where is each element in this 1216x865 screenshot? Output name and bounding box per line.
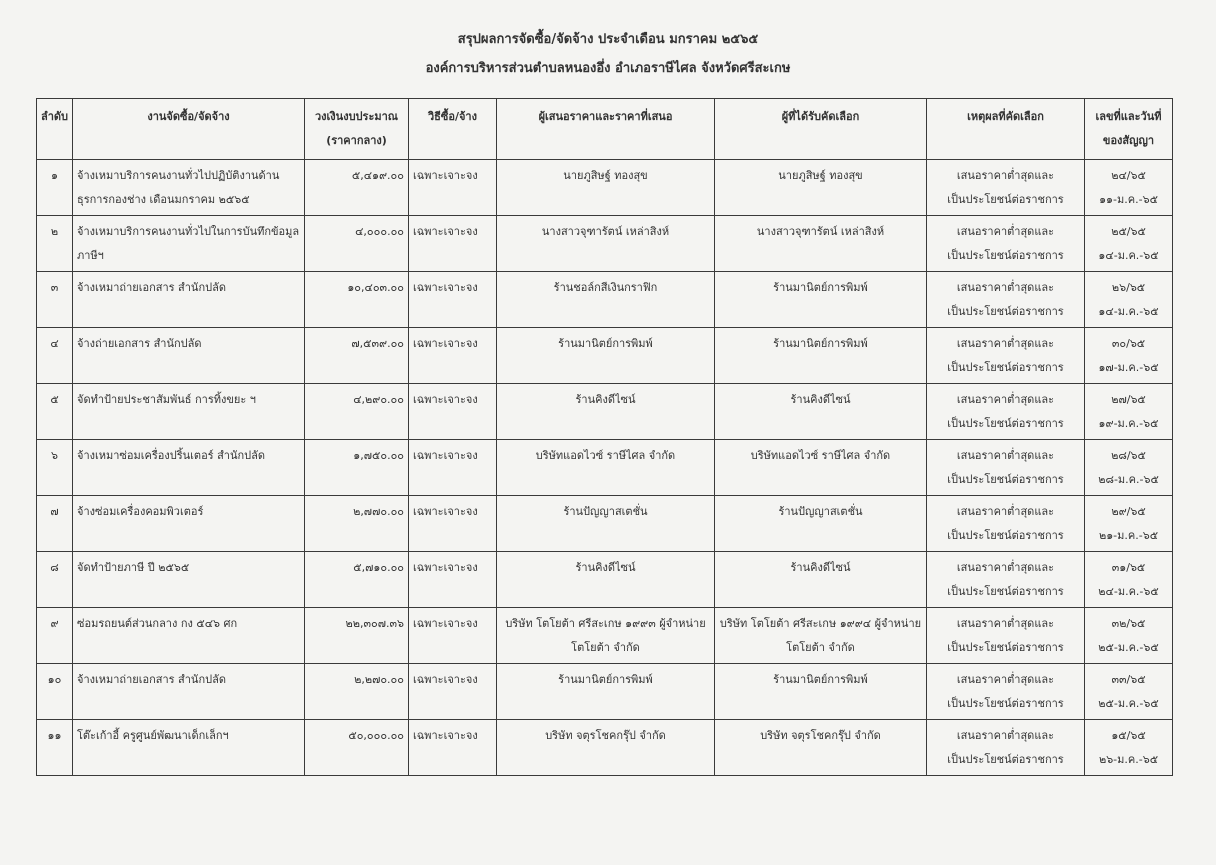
cell-budget: ๕,๔๑๙.๐๐: [305, 160, 409, 216]
cell-bidder: นายภูสิษฐ์ ทองสุข: [497, 160, 715, 216]
cell-winner: นายภูสิษฐ์ ทองสุข: [715, 160, 927, 216]
column-header-bidder: ผู้เสนอราคาและราคาที่เสนอ: [497, 99, 715, 160]
cell-reason: [927, 272, 1085, 328]
column-header-method: วิธีซื้อ/จ้าง: [409, 99, 497, 160]
cell-contract-contract-no: ๒๘/๖๕: [1111, 449, 1146, 462]
cell-budget: ๔,๒๙๐.๐๐: [305, 384, 409, 440]
cell-method: เฉพาะเจาะจง: [409, 552, 497, 608]
cell-budget: ๒,๗๗๐.๐๐: [305, 496, 409, 552]
cell-no: ๘: [37, 552, 73, 608]
table-body: [37, 160, 1173, 776]
cell-reason: [927, 496, 1085, 552]
cell-contract-contract-no: ๑๕/๖๕: [1111, 729, 1146, 742]
cell-work: จ้างเหมาถ่ายเอกสาร สำนักปลัด: [73, 664, 305, 720]
cell-reason: [927, 664, 1085, 720]
cell-reason-reason1: เสนอราคาต่ำสุดและ: [956, 617, 1055, 630]
cell-reason: [927, 384, 1085, 440]
document-title: สรุปผลการจัดซื้อ/จัดจ้าง ประจำเดือน มกราคม ๒๕๖๕: [457, 32, 759, 47]
cell-no: ๑: [37, 160, 73, 216]
column-header-contract: เลขที่และวันที่ ของสัญญา: [1085, 99, 1173, 160]
cell-contract-contract-date: ๒๔-ม.ค.-๖๕: [1098, 585, 1159, 598]
cell-contract-contract-no: ๒๗/๖๕: [1111, 393, 1146, 406]
cell-reason: [927, 216, 1085, 272]
cell-bidder: ร้านคิงดีไซน์: [497, 384, 715, 440]
table-row: [37, 328, 1173, 384]
table-row: [37, 664, 1173, 720]
cell-winner: ร้านมานิตย์การพิมพ์: [715, 664, 927, 720]
cell-reason-reason2: เป็นประโยชน์ต่อราชการ: [947, 361, 1064, 374]
cell-no: ๓: [37, 272, 73, 328]
cell-contract-contract-no: ๓๒/๖๕: [1111, 617, 1146, 630]
table-row: [37, 272, 1173, 328]
cell-contract: [1085, 664, 1173, 720]
cell-reason-reason1: เสนอราคาต่ำสุดและ: [956, 561, 1055, 574]
cell-no: ๒: [37, 216, 73, 272]
cell-reason-reason1: เสนอราคาต่ำสุดและ: [956, 393, 1055, 406]
cell-reason: [927, 552, 1085, 608]
cell-contract-contract-date: ๑๔-ม.ค.-๖๕: [1098, 305, 1159, 318]
cell-contract: [1085, 552, 1173, 608]
table-row: [37, 720, 1173, 776]
cell-budget: ๒,๒๗๐.๐๐: [305, 664, 409, 720]
column-header-budget: วงเงินงบประมาณ (ราคากลาง): [305, 99, 409, 160]
cell-reason-reason1: เสนอราคาต่ำสุดและ: [956, 673, 1055, 686]
cell-work: ซ่อมรถยนต์ส่วนกลาง กง ๕๔๖ ศก: [73, 608, 305, 664]
cell-contract: [1085, 720, 1173, 776]
cell-no: ๑๑: [37, 720, 73, 776]
cell-budget: ๗,๕๓๙.๐๐: [305, 328, 409, 384]
cell-no: ๙: [37, 608, 73, 664]
cell-work: จ้างเหมาบริการคนงานทั่วไปในการบันทึกข้อมูลภาษีฯ: [73, 216, 305, 272]
cell-method: เฉพาะเจาะจง: [409, 496, 497, 552]
cell-contract-contract-date: ๑๔-ม.ค.-๖๕: [1098, 249, 1159, 262]
cell-winner: ร้านมานิตย์การพิมพ์: [715, 328, 927, 384]
cell-reason-reason2: เป็นประโยชน์ต่อราชการ: [947, 305, 1064, 318]
cell-work: โต๊ะเก้าอี้ ครูศูนย์พัฒนาเด็กเล็กฯ: [73, 720, 305, 776]
cell-winner: ร้านปัญญาสเตชั่น: [715, 496, 927, 552]
cell-work: จ้างถ่ายเอกสาร สำนักปลัด: [73, 328, 305, 384]
cell-method: เฉพาะเจาะจง: [409, 328, 497, 384]
cell-reason-reason2: เป็นประโยชน์ต่อราชการ: [947, 753, 1064, 766]
cell-method: เฉพาะเจาะจง: [409, 440, 497, 496]
cell-budget: ๒๒,๓๐๗.๓๖: [305, 608, 409, 664]
table-row: [37, 496, 1173, 552]
cell-work: จ้างเหมาซ่อมเครื่องปริ้นเตอร์ สำนักปลัด: [73, 440, 305, 496]
cell-bidder: นางสาวจุฑารัตน์ เหล่าสิงห์: [497, 216, 715, 272]
column-header-work: งานจัดซื้อ/จัดจ้าง: [73, 99, 305, 160]
table-row: [37, 216, 1173, 272]
cell-contract-contract-no: ๒๙/๖๕: [1111, 505, 1146, 518]
cell-reason: [927, 608, 1085, 664]
table-row: [37, 608, 1173, 664]
cell-bidder: บริษัท จตุรโชคกรุ๊ป จำกัด: [497, 720, 715, 776]
cell-reason: [927, 160, 1085, 216]
column-header-winner: ผู้ที่ได้รับคัดเลือก: [715, 99, 927, 160]
cell-contract-contract-no: ๓๓/๖๕: [1111, 673, 1146, 686]
cell-method: เฉพาะเจาะจง: [409, 216, 497, 272]
cell-reason-reason2: เป็นประโยชน์ต่อราชการ: [947, 641, 1064, 654]
cell-contract-contract-date: ๑๙-ม.ค.-๖๕: [1098, 417, 1159, 430]
cell-winner: ร้านมานิตย์การพิมพ์: [715, 272, 927, 328]
cell-contract: [1085, 496, 1173, 552]
cell-reason: [927, 440, 1085, 496]
column-header-no: ลำดับ: [37, 99, 73, 160]
cell-reason-reason2: เป็นประโยชน์ต่อราชการ: [947, 529, 1064, 542]
cell-no: ๖: [37, 440, 73, 496]
table-row: [37, 552, 1173, 608]
cell-method: เฉพาะเจาะจง: [409, 608, 497, 664]
cell-winner: ร้านคิงดีไซน์: [715, 552, 927, 608]
cell-no: ๗: [37, 496, 73, 552]
cell-reason-reason1: เสนอราคาต่ำสุดและ: [956, 337, 1055, 350]
cell-method: เฉพาะเจาะจง: [409, 384, 497, 440]
cell-contract-contract-date: ๒๕-ม.ค.-๖๕: [1098, 641, 1159, 654]
cell-no: ๑๐: [37, 664, 73, 720]
cell-bidder: ร้านปัญญาสเตชั่น: [497, 496, 715, 552]
cell-reason-reason1: เสนอราคาต่ำสุดและ: [956, 729, 1055, 742]
cell-method: เฉพาะเจาะจง: [409, 272, 497, 328]
cell-contract: [1085, 216, 1173, 272]
cell-contract: [1085, 384, 1173, 440]
cell-bidder: ร้านมานิตย์การพิมพ์: [497, 328, 715, 384]
cell-contract-contract-date: ๑๗-ม.ค.-๖๕: [1098, 361, 1159, 374]
cell-method: เฉพาะเจาะจง: [409, 160, 497, 216]
cell-contract-contract-date: ๒๖-ม.ค.-๖๕: [1098, 753, 1159, 766]
table-header-row: [37, 99, 1173, 160]
cell-contract: [1085, 608, 1173, 664]
procurement-table: [36, 98, 1173, 776]
cell-work: จ้างเหมาถ่ายเอกสาร สำนักปลัด: [73, 272, 305, 328]
cell-reason-reason1: เสนอราคาต่ำสุดและ: [956, 225, 1055, 238]
cell-contract-contract-date: ๑๑-ม.ค.-๖๕: [1099, 193, 1158, 206]
document-subtitle: องค์การบริหารส่วนตำบลหนองอึ่ง อำเภอราษีไศล จังหวัดศรีสะเกษ: [425, 61, 791, 76]
cell-work: จ้างเหมาบริการคนงานทั่วไปปฏิบัติงานด้านธุรการกองช่าง เดือนมกราคม ๒๕๖๕: [73, 160, 305, 216]
cell-reason-reason1: เสนอราคาต่ำสุดและ: [956, 505, 1055, 518]
cell-reason-reason1: เสนอราคาต่ำสุดและ: [956, 449, 1055, 462]
cell-contract-contract-date: ๒๑-ม.ค.-๖๕: [1098, 529, 1159, 542]
cell-work: จัดทำป้ายประชาสัมพันธ์ การทิ้งขยะ ฯ: [73, 384, 305, 440]
cell-reason-reason1: เสนอราคาต่ำสุดและ: [956, 281, 1055, 294]
cell-contract-contract-no: ๒๔/๖๕: [1111, 169, 1146, 182]
cell-contract-contract-date: ๒๕-ม.ค.-๖๕: [1098, 697, 1159, 710]
cell-budget: ๑,๗๕๐.๐๐: [305, 440, 409, 496]
cell-contract: [1085, 440, 1173, 496]
cell-no: ๕: [37, 384, 73, 440]
table-row: [37, 384, 1173, 440]
cell-winner: ร้านคิงดีไซน์: [715, 384, 927, 440]
cell-work: จ้างซ่อมเครื่องคอมพิวเตอร์: [73, 496, 305, 552]
cell-bidder: ร้านมานิตย์การพิมพ์: [497, 664, 715, 720]
cell-contract-contract-date: ๒๘-ม.ค.-๖๕: [1098, 473, 1159, 486]
cell-no: ๔: [37, 328, 73, 384]
cell-budget: ๕๐,๐๐๐.๐๐: [305, 720, 409, 776]
cell-reason-reason2: เป็นประโยชน์ต่อราชการ: [947, 697, 1064, 710]
cell-bidder: บริษัทแอดไวซ์ ราษีไศล จำกัด: [497, 440, 715, 496]
cell-reason-reason2: เป็นประโยชน์ต่อราชการ: [947, 249, 1064, 262]
cell-method: เฉพาะเจาะจง: [409, 664, 497, 720]
cell-reason: [927, 328, 1085, 384]
cell-reason-reason1: เสนอราคาต่ำสุดและ: [956, 169, 1055, 182]
cell-reason: [927, 720, 1085, 776]
cell-reason-reason2: เป็นประโยชน์ต่อราชการ: [947, 585, 1064, 598]
cell-winner: บริษัทแอดไวซ์ ราษีไศล จำกัด: [715, 440, 927, 496]
cell-winner: บริษัท จตุรโชคกรุ๊ป จำกัด: [715, 720, 927, 776]
cell-contract-contract-no: ๓๑/๖๕: [1111, 561, 1146, 574]
cell-winner: นางสาวจุฑารัตน์ เหล่าสิงห์: [715, 216, 927, 272]
cell-winner: บริษัท โตโยต้า ศรีสะเกษ ๑๙๙๔ ผู้จำหน่าย โตโยต้า จำกัด: [715, 608, 927, 664]
cell-contract-contract-no: ๒๕/๖๕: [1111, 225, 1146, 238]
cell-contract: [1085, 328, 1173, 384]
cell-budget: ๔,๐๐๐.๐๐: [305, 216, 409, 272]
cell-bidder: ร้านคิงดีไซน์: [497, 552, 715, 608]
table-row: [37, 440, 1173, 496]
table-row: [37, 160, 1173, 216]
cell-budget: ๑๐,๔๐๓.๐๐: [305, 272, 409, 328]
cell-contract-contract-no: ๓๐/๖๕: [1111, 337, 1146, 350]
cell-reason-reason2: เป็นประโยชน์ต่อราชการ: [947, 417, 1064, 430]
cell-method: เฉพาะเจาะจง: [409, 720, 497, 776]
cell-work: จัดทำป้ายภาษี ปี ๒๕๖๕: [73, 552, 305, 608]
cell-bidder: บริษัท โตโยต้า ศรีสะเกษ ๑๙๙๓ ผู้จำหน่าย โตโยต้า จำกัด: [497, 608, 715, 664]
cell-contract-contract-no: ๒๖/๖๕: [1111, 281, 1146, 294]
cell-bidder: ร้านชอล์กสีเงินกราฟิก: [497, 272, 715, 328]
cell-reason-reason2: เป็นประโยชน์ต่อราชการ: [947, 473, 1064, 486]
column-header-reason: เหตุผลที่คัดเลือก: [927, 99, 1085, 160]
cell-contract: [1085, 160, 1173, 216]
cell-contract: [1085, 272, 1173, 328]
cell-reason-reason2: เป็นประโยชน์ต่อราชการ: [947, 193, 1064, 206]
cell-budget: ๕,๗๑๐.๐๐: [305, 552, 409, 608]
